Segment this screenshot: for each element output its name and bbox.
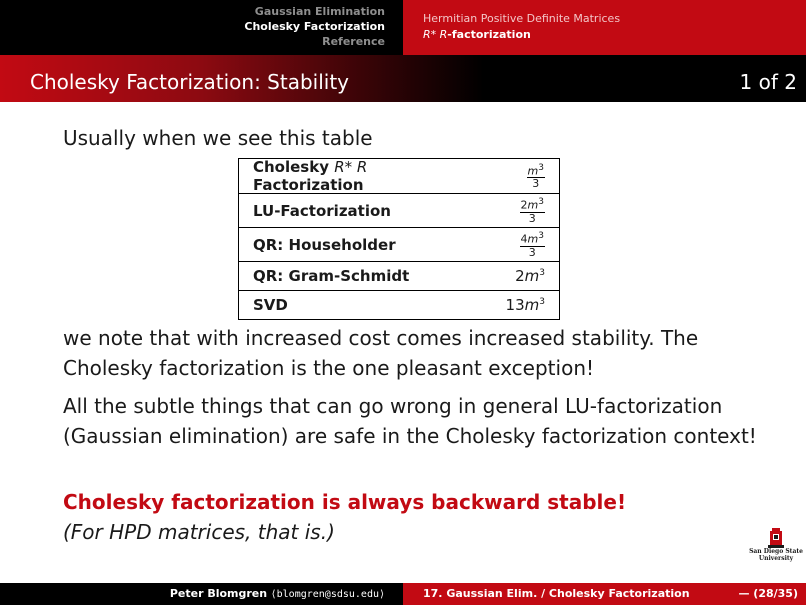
frame-part: 1 of 2 — [739, 70, 797, 94]
sdsu-tower-icon — [767, 526, 785, 548]
section-nav — [0, 0, 403, 55]
footer-lecture-title: 17. Gaussian Elim. / Cholesky Factorization — [423, 587, 690, 600]
hpd-note: (For HPD matrices, that is.) — [63, 520, 335, 544]
table-row — [239, 159, 559, 193]
table-row-cost: $\frac{m^3}{3}$ — [527, 162, 544, 191]
footer-page-number: — (28/35) — [738, 587, 798, 600]
nav-subsection-hpd[interactable] — [423, 11, 806, 27]
footer-author — [0, 583, 403, 605]
nav-subsection-rr-label: -factorization — [447, 28, 531, 41]
table-row-cost: $\frac{4m^3}{3}$ — [520, 231, 544, 259]
table-row-name: LU-Factorization — [253, 201, 391, 220]
nav-section-cholesky[interactable]: Cholesky Factorization — [244, 20, 385, 33]
frame-title-bar — [0, 55, 806, 102]
table-row — [239, 193, 559, 227]
table-row-name: SVD — [253, 296, 288, 314]
nav-subsection-rr[interactable] — [423, 27, 806, 43]
nav-section-gaussian[interactable]: Gaussian Elimination — [254, 5, 385, 18]
footer-bar — [0, 583, 806, 605]
table-row-cost: $13m^3$ — [505, 296, 545, 314]
logo-line-1: San Diego State — [749, 548, 803, 555]
top-navigation-bar — [0, 0, 806, 55]
table-row-name: Cholesky R* R Factorization — [253, 158, 368, 194]
table-row — [239, 227, 559, 261]
footer-author-name: Peter Blomgren — [169, 587, 268, 600]
lu-paragraph: All the subtle things that can go wrong in general LU-factorization (Gaussian elimination) are safe in the Cholesky factorization context! — [63, 394, 757, 448]
table-row — [239, 261, 559, 290]
university-logo — [748, 526, 804, 562]
emphasis-statement: Cholesky factorization is always backward stable! — [63, 490, 627, 514]
nav-subsection-rr-math: R* R — [423, 28, 448, 41]
subsection-nav — [403, 0, 806, 55]
table-row — [239, 290, 559, 319]
stability-paragraph: we note that with increased cost comes increased stability. The Cholesky factorization is the one pleasant exception! — [63, 326, 699, 380]
footer-lecture-block — [403, 583, 806, 605]
logo-line-2: University — [758, 555, 794, 562]
intro-text: Usually when we see this table — [63, 126, 373, 150]
footer-email[interactable]: ⟨blomgren@sdsu.edu⟩ — [270, 589, 385, 600]
nav-section-reference[interactable]: Reference — [322, 35, 385, 48]
table-row-cost: $\frac{2m^3}{3}$ — [520, 197, 544, 225]
frame-title: Cholesky Factorization: Stability — [30, 70, 349, 94]
table-row-name: QR: Gram-Schmidt — [253, 267, 410, 285]
nav-subsection-hpd-label: Hermitian Positive Definite Matrices — [423, 12, 621, 25]
table-row-cost: $2m^3$ — [515, 267, 545, 285]
cost-table — [238, 158, 560, 320]
table-row-name: QR: Householder — [253, 235, 396, 254]
